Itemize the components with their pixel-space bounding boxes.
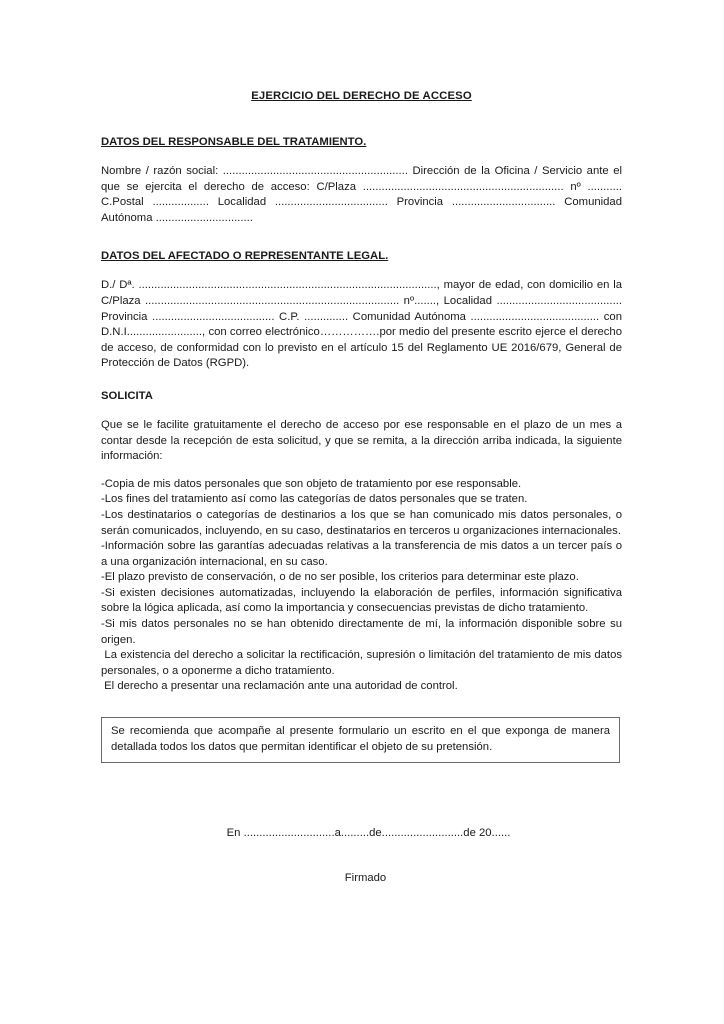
recommendation-box	[101, 717, 620, 763]
list-item: -Si existen decisiones automatizadas, incluyendo la elaboración de perfiles, información significativa sobre la lógica aplicada, así como la importancia y consecuencias previstas de dicho tratamiento.	[101, 586, 626, 615]
list-item: -Copia de mis datos personales que son objeto de tratamiento por ese responsable.	[101, 477, 522, 490]
spacer-solicita	[101, 404, 622, 418]
section-heading-solicita: SOLICITA	[101, 389, 153, 402]
signature-footer	[101, 825, 622, 886]
document-title: EJERCICIO DEL DERECHO DE ACCESO	[251, 90, 472, 102]
section-heading-afectado: DATOS DEL AFECTADO O REPRESENTANTE LEGAL.	[101, 250, 389, 263]
spacer-before-note	[101, 695, 622, 717]
spacer-before-list	[101, 465, 622, 477]
solicita-intro-paragraph: Que se le facilite gratuitamente el derecho de acceso por ese responsable en el plazo de un mes a contar desde la recepción de esta solicitud, y que se remita, a la dirección arriba indicada, la siguiente información:	[101, 418, 622, 463]
list-item: La existencia del derecho a solicitar la rectificación, supresión o limitación del tratamiento de mis datos personales, o a oponerme a dicho tratamiento.	[101, 649, 626, 677]
section-body-responsable: Nombre / razón social: ........................................................... Dirección de la Oficina / Servicio ante el que se ejercita el derecho de acceso: C/Plaza ................................................................ nº ........... C.Postal .................. Localidad .................................... Provincia ................................. Comunidad Autónoma ...............................	[101, 165, 622, 224]
list-item: El derecho a presentar una reclamación ante una autoridad de control.	[101, 680, 458, 693]
document-content	[101, 88, 626, 886]
spacer-before-footer	[101, 763, 622, 825]
recommendation-text: Se recomienda que acompañe al presente formulario un escrito en el que exponga de manera detallada todos los datos que permitan identificar el objeto de su pretensión.	[111, 725, 610, 753]
spacer-before-afectado	[101, 226, 622, 248]
section-heading-responsable: DATOS DEL RESPONSABLE DEL TRATAMIENTO.	[101, 136, 367, 148]
solicita-request-list	[101, 477, 626, 695]
place-and-date-line: En .............................a.........de..........................de 20......	[226, 827, 511, 840]
spacer-after-title	[101, 104, 622, 134]
list-item: -Información sobre las garantías adecuadas relativas a la transferencia de mis datos a un tercer país o a una organización internacional, en su caso.	[101, 540, 626, 568]
signature-label: Firmado	[344, 872, 387, 885]
section-body-afectado: D./ Dª. ..............................................................................................., mayor de edad, con domicilio en la C/Plaza ................................................................................. nº......., Localidad ........................................ Provincia ....................................... C.P. .............. Comunidad Autónoma ......................................... con D.N.I........................, con correo electrónico…………….por medio del presente escrito ejerce el derecho de acceso, de conformidad con lo previsto en el artículo 15 del Reglamento UE 2016/679, General de Protección de Datos (RGPD).	[101, 279, 622, 370]
spacer-before-solicita	[101, 372, 622, 388]
list-item: -Los destinatarios o categorías de destinarios a los que se han comunicado mis datos personales, o serán comunicados, incluyendo, en su caso, destinatarios en terceros u organizaciones internacionales.	[101, 508, 626, 537]
list-item: -Si mis datos personales no se han obtenido directamente de mí, la información disponible sobre su origen.	[101, 618, 626, 646]
spacer-afectado	[101, 264, 622, 278]
list-item: -El plazo previsto de conservación, o de no ser posible, los criterios para determinar este plazo.	[101, 571, 579, 584]
list-item: -Los fines del tratamiento así como las categorías de datos personales que se traten.	[101, 493, 528, 506]
spacer-before-signature	[101, 841, 622, 870]
spacer-responsable	[101, 150, 622, 164]
